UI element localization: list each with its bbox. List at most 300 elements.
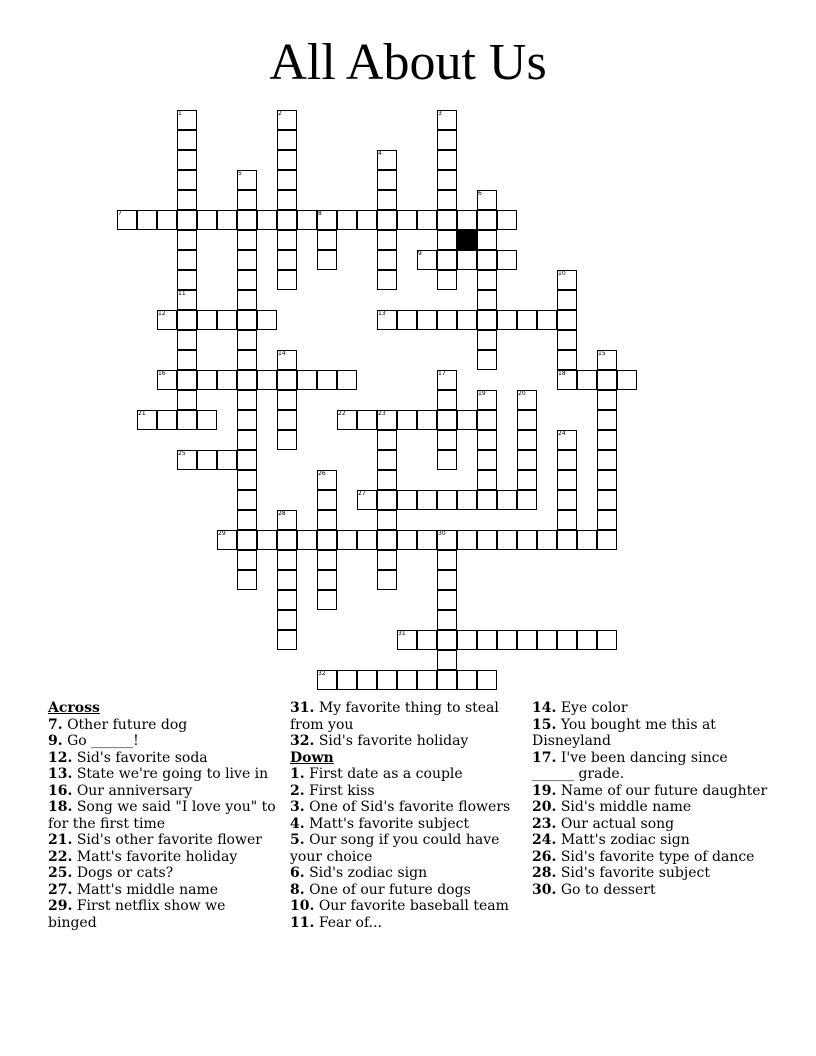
grid-cell[interactable] xyxy=(317,570,337,590)
grid-cell[interactable] xyxy=(437,670,457,690)
grid-cell[interactable] xyxy=(437,150,457,170)
grid-cell[interactable] xyxy=(437,550,457,570)
clue-number: 27 xyxy=(358,490,366,497)
grid-cell[interactable] xyxy=(277,130,297,150)
grid-cell[interactable] xyxy=(497,250,517,270)
grid-cell[interactable] xyxy=(577,630,597,650)
grid-cell[interactable] xyxy=(177,230,197,250)
grid-cell[interactable] xyxy=(477,430,497,450)
grid-cell[interactable] xyxy=(237,330,257,350)
grid-cell[interactable] xyxy=(577,530,597,550)
grid-cell[interactable] xyxy=(217,310,237,330)
grid-cell[interactable] xyxy=(437,270,457,290)
clue-number: 24 xyxy=(558,430,566,437)
clue-number: 7 xyxy=(118,210,122,217)
across-clue xyxy=(48,717,278,734)
clue-text: Fear of... xyxy=(318,914,382,931)
grid-cell[interactable] xyxy=(357,670,377,690)
grid-cell[interactable] xyxy=(557,290,577,310)
grid-cell[interactable] xyxy=(297,530,317,550)
grid-cell[interactable] xyxy=(197,210,217,230)
grid-cell[interactable] xyxy=(357,410,377,430)
grid-cell[interactable] xyxy=(437,170,457,190)
grid-cell[interactable] xyxy=(377,470,397,490)
grid-cell[interactable] xyxy=(437,590,457,610)
grid-cell[interactable] xyxy=(237,310,257,330)
grid-cell[interactable] xyxy=(597,410,617,430)
grid-cell[interactable] xyxy=(177,150,197,170)
grid-cell[interactable] xyxy=(157,210,177,230)
grid-cell[interactable] xyxy=(477,630,497,650)
across-clue xyxy=(48,783,278,800)
grid-cell[interactable] xyxy=(437,450,457,470)
clue-number: 17 xyxy=(438,370,446,377)
grid-cell[interactable] xyxy=(237,450,257,470)
grid-cell[interactable] xyxy=(517,630,537,650)
grid-cell[interactable] xyxy=(477,230,497,250)
clue-column-3 xyxy=(532,700,772,898)
clue-label: 27. xyxy=(48,881,73,898)
grid-cell[interactable] xyxy=(237,250,257,270)
grid-cell[interactable] xyxy=(457,310,477,330)
clue-number: 1 xyxy=(178,110,182,117)
grid-cell[interactable] xyxy=(177,370,197,390)
grid-cell[interactable] xyxy=(417,670,437,690)
grid-cell[interactable] xyxy=(197,410,217,430)
grid-cell[interactable] xyxy=(437,630,457,650)
grid-cell[interactable] xyxy=(177,250,197,270)
grid-cell[interactable] xyxy=(557,310,577,330)
grid-cell[interactable] xyxy=(237,190,257,210)
grid-cell[interactable] xyxy=(617,370,637,390)
grid-cell[interactable] xyxy=(237,430,257,450)
grid-cell[interactable] xyxy=(317,530,337,550)
grid-cell[interactable] xyxy=(177,350,197,370)
clue-column-1 xyxy=(48,700,278,931)
clue-label: 16. xyxy=(48,782,73,799)
grid-cell[interactable] xyxy=(377,190,397,210)
clue-label: 9. xyxy=(48,733,63,749)
grid-cell[interactable] xyxy=(597,430,617,450)
grid-cell[interactable] xyxy=(417,490,437,510)
grid-cell[interactable] xyxy=(397,670,417,690)
grid-cell[interactable] xyxy=(557,350,577,370)
grid-cell[interactable] xyxy=(497,490,517,510)
grid-cell[interactable] xyxy=(477,250,497,270)
grid-cell[interactable] xyxy=(477,350,497,370)
grid-cell[interactable] xyxy=(417,410,437,430)
grid-cell[interactable] xyxy=(237,490,257,510)
grid-cell[interactable] xyxy=(457,490,477,510)
clue-text: Our anniversary xyxy=(76,782,193,799)
grid-cell[interactable] xyxy=(477,490,497,510)
grid-cell[interactable] xyxy=(477,670,497,690)
clue-number: 28 xyxy=(278,510,286,517)
clue-text: Sid's favorite type of dance xyxy=(560,848,755,865)
grid-cell[interactable] xyxy=(377,670,397,690)
grid-cell[interactable] xyxy=(237,390,257,410)
down-clue xyxy=(532,717,772,750)
grid-cell[interactable] xyxy=(337,530,357,550)
down-clue xyxy=(532,750,772,783)
grid-cell[interactable] xyxy=(257,370,277,390)
grid-cell[interactable] xyxy=(397,310,417,330)
grid-cell[interactable] xyxy=(597,470,617,490)
grid-cell[interactable] xyxy=(437,210,457,230)
grid-cell[interactable] xyxy=(197,370,217,390)
grid-cell[interactable] xyxy=(297,210,317,230)
grid-cell[interactable] xyxy=(457,250,477,270)
grid-cell[interactable] xyxy=(377,210,397,230)
grid-cell[interactable] xyxy=(437,310,457,330)
down-clue xyxy=(532,799,772,816)
down-clue xyxy=(532,783,772,800)
grid-cell[interactable] xyxy=(277,210,297,230)
clue-text: Name of our future daughter xyxy=(560,782,768,799)
grid-cell[interactable] xyxy=(137,210,157,230)
grid-cell[interactable] xyxy=(397,490,417,510)
down-clue xyxy=(290,816,520,833)
clue-text: Sid's middle name xyxy=(560,799,692,815)
down-clue xyxy=(290,783,520,800)
grid-cell[interactable] xyxy=(237,530,257,550)
down-clue xyxy=(290,898,520,915)
clue-number: 32 xyxy=(318,670,326,677)
grid-cell[interactable] xyxy=(517,470,537,490)
grid-cell[interactable] xyxy=(477,210,497,230)
grid-cell[interactable] xyxy=(177,270,197,290)
grid-cell[interactable] xyxy=(457,630,477,650)
clue-text: I've been dancing since ______ grade. xyxy=(532,749,728,782)
grid-cell[interactable] xyxy=(597,530,617,550)
clue-label: 17. xyxy=(532,749,557,766)
down-clue xyxy=(532,882,772,899)
grid-cell[interactable] xyxy=(477,310,497,330)
down-clue xyxy=(290,832,520,865)
across-clue xyxy=(48,865,278,882)
grid-cell[interactable] xyxy=(477,410,497,430)
grid-cell[interactable] xyxy=(397,210,417,230)
grid-cell[interactable] xyxy=(337,210,357,230)
grid-cell[interactable] xyxy=(277,610,297,630)
grid-cell[interactable] xyxy=(177,330,197,350)
grid-cell[interactable] xyxy=(237,370,257,390)
clue-text: You bought me this at Disneyland xyxy=(532,716,716,749)
grid-cell[interactable] xyxy=(237,470,257,490)
grid-cell[interactable] xyxy=(237,270,257,290)
grid-cell[interactable] xyxy=(277,430,297,450)
down-clue xyxy=(290,799,520,816)
grid-cell[interactable] xyxy=(177,410,197,430)
across-heading: Across xyxy=(48,700,100,716)
grid-cell[interactable] xyxy=(277,250,297,270)
grid-cell[interactable] xyxy=(357,530,377,550)
grid-cell[interactable] xyxy=(277,390,297,410)
clue-text: Matt's middle name xyxy=(76,881,219,898)
clue-label: 20. xyxy=(532,799,557,815)
clue-label: 32. xyxy=(290,733,315,749)
clue-number: 31 xyxy=(398,630,406,637)
grid-cell[interactable] xyxy=(557,450,577,470)
grid-cell[interactable] xyxy=(437,570,457,590)
down-clue xyxy=(290,882,520,899)
grid-cell[interactable] xyxy=(457,670,477,690)
across-clue xyxy=(290,700,520,733)
grid-cell[interactable] xyxy=(517,490,537,510)
grid-cell[interactable] xyxy=(317,590,337,610)
grid-cell[interactable] xyxy=(277,150,297,170)
clue-label: 13. xyxy=(48,766,73,782)
clue-number: 25 xyxy=(178,450,186,457)
clue-text: State we're going to live in xyxy=(76,766,269,782)
grid-cell[interactable] xyxy=(557,630,577,650)
clue-number: 30 xyxy=(438,530,446,537)
clue-label: 31. xyxy=(290,700,315,716)
clue-label: 4. xyxy=(290,815,305,832)
grid-cell[interactable] xyxy=(317,370,337,390)
grid-cell[interactable] xyxy=(477,330,497,350)
clue-number: 12 xyxy=(158,310,166,317)
clue-text: Other future dog xyxy=(67,716,188,733)
grid-cell[interactable] xyxy=(177,310,197,330)
clue-label: 6. xyxy=(290,865,305,881)
grid-cell[interactable] xyxy=(377,550,397,570)
grid-cell[interactable] xyxy=(177,390,197,410)
grid-cell[interactable] xyxy=(517,530,537,550)
grid-cell[interactable] xyxy=(357,210,377,230)
across-clue xyxy=(290,733,520,750)
grid-cell[interactable] xyxy=(577,370,597,390)
grid-cell[interactable] xyxy=(377,170,397,190)
grid-cell[interactable] xyxy=(537,310,557,330)
grid-cell[interactable] xyxy=(597,370,617,390)
clue-number: 19 xyxy=(478,390,486,397)
clue-label: 10. xyxy=(290,898,315,914)
grid-cell[interactable] xyxy=(277,410,297,430)
clue-text: One of our future dogs xyxy=(309,881,471,898)
grid-cell[interactable] xyxy=(217,210,237,230)
grid-cell[interactable] xyxy=(557,330,577,350)
down-heading: Down xyxy=(290,749,334,766)
grid-cell[interactable] xyxy=(437,130,457,150)
grid-cell[interactable] xyxy=(277,530,297,550)
grid-cell[interactable] xyxy=(537,630,557,650)
grid-cell[interactable] xyxy=(417,310,437,330)
grid-cell[interactable] xyxy=(437,650,457,670)
grid-cell[interactable] xyxy=(237,570,257,590)
grid-cell[interactable] xyxy=(337,370,357,390)
grid-cell[interactable] xyxy=(517,310,537,330)
grid-cell[interactable] xyxy=(237,230,257,250)
grid-cell[interactable] xyxy=(477,290,497,310)
grid-cell[interactable] xyxy=(437,610,457,630)
grid-cell[interactable] xyxy=(557,470,577,490)
grid-cell[interactable] xyxy=(277,630,297,650)
grid-cell[interactable] xyxy=(437,190,457,210)
grid-cell[interactable] xyxy=(397,410,417,430)
clue-label: 28. xyxy=(532,865,557,881)
clue-number: 6 xyxy=(478,190,482,197)
grid-cell[interactable] xyxy=(257,210,277,230)
grid-cell[interactable] xyxy=(437,490,457,510)
grid-cell[interactable] xyxy=(377,510,397,530)
clue-text: Sid's favorite subject xyxy=(560,865,710,881)
grid-cell[interactable] xyxy=(277,550,297,570)
grid-cell[interactable] xyxy=(257,530,277,550)
clue-text: Our actual song xyxy=(560,815,675,832)
grid-cell[interactable] xyxy=(317,230,337,250)
grid-cell[interactable] xyxy=(517,430,537,450)
clue-number: 21 xyxy=(138,410,146,417)
grid-cell[interactable] xyxy=(497,210,517,230)
clue-number: 20 xyxy=(518,390,526,397)
clue-text: My favorite thing to steal from you xyxy=(290,700,499,733)
grid-cell[interactable] xyxy=(597,390,617,410)
grid-cell[interactable] xyxy=(177,170,197,190)
clue-label: 8. xyxy=(290,881,305,898)
clue-text: First kiss xyxy=(309,782,375,799)
grid-cell[interactable] xyxy=(237,350,257,370)
down-clue xyxy=(532,816,772,833)
grid-cell[interactable] xyxy=(377,430,397,450)
grid-cell[interactable] xyxy=(597,630,617,650)
grid-cell[interactable] xyxy=(437,410,457,430)
clue-number: 2 xyxy=(278,110,282,117)
clue-text: Matt's zodiac sign xyxy=(560,832,690,848)
clue-label: 25. xyxy=(48,865,73,881)
grid-cell[interactable] xyxy=(517,450,537,470)
grid-cell[interactable] xyxy=(177,130,197,150)
clue-number: 3 xyxy=(438,110,442,117)
clue-label: 21. xyxy=(48,832,73,848)
clue-number: 26 xyxy=(318,470,326,477)
clue-label: 2. xyxy=(290,782,305,799)
grid-cell[interactable] xyxy=(237,290,257,310)
grid-cell[interactable] xyxy=(157,410,177,430)
clue-text: Go to dessert xyxy=(560,881,656,898)
clue-label: 22. xyxy=(48,848,73,865)
grid-cell[interactable] xyxy=(417,530,437,550)
across-clue xyxy=(48,750,278,767)
grid-cell[interactable] xyxy=(377,250,397,270)
grid-cell[interactable] xyxy=(197,310,217,330)
grid-cell[interactable] xyxy=(377,270,397,290)
grid-cell[interactable] xyxy=(317,490,337,510)
grid-cell[interactable] xyxy=(477,270,497,290)
grid-cell[interactable] xyxy=(477,470,497,490)
down-clue xyxy=(290,766,520,783)
grid-cell[interactable] xyxy=(217,370,237,390)
clue-label: 5. xyxy=(290,832,305,848)
grid-cell[interactable] xyxy=(317,550,337,570)
grid-cell[interactable] xyxy=(217,450,237,470)
grid-cell[interactable] xyxy=(277,190,297,210)
clue-label: 18. xyxy=(48,799,73,815)
grid-cell[interactable] xyxy=(557,510,577,530)
clue-text: Sid's favorite soda xyxy=(76,749,208,766)
clue-label: 1. xyxy=(290,766,305,782)
grid-cell[interactable] xyxy=(457,410,477,430)
grid-cell[interactable] xyxy=(237,510,257,530)
grid-cell[interactable] xyxy=(277,370,297,390)
grid-cell[interactable] xyxy=(477,450,497,470)
clue-text: Matt's favorite holiday xyxy=(76,848,238,865)
grid-cell[interactable] xyxy=(377,570,397,590)
grid-cell[interactable] xyxy=(437,230,457,250)
clue-label: 23. xyxy=(532,815,557,832)
down-clue xyxy=(532,865,772,882)
clue-text: Matt's favorite subject xyxy=(309,815,470,832)
grid-cell[interactable] xyxy=(277,570,297,590)
clue-number: 14 xyxy=(278,350,286,357)
grid-cell[interactable] xyxy=(317,250,337,270)
grid-cell[interactable] xyxy=(457,210,477,230)
clue-column-2 xyxy=(290,700,520,931)
clue-text: Go ______! xyxy=(67,733,139,749)
grid-cell[interactable] xyxy=(277,270,297,290)
grid-cell[interactable] xyxy=(457,530,477,550)
grid-cell[interactable] xyxy=(277,230,297,250)
clue-label: 11. xyxy=(290,914,315,931)
clue-number: 11 xyxy=(178,290,186,297)
grid-cell[interactable] xyxy=(417,210,437,230)
grid-cell[interactable] xyxy=(397,530,417,550)
grid-cell[interactable] xyxy=(317,510,337,530)
grid-cell[interactable] xyxy=(377,490,397,510)
grid-cell[interactable] xyxy=(237,410,257,430)
across-clue xyxy=(48,832,278,849)
across-clue xyxy=(48,733,278,750)
grid-cell[interactable] xyxy=(537,530,557,550)
grid-cell[interactable] xyxy=(597,450,617,470)
grid-cell[interactable] xyxy=(557,530,577,550)
grid-cell[interactable] xyxy=(557,490,577,510)
down-clue xyxy=(532,832,772,849)
clue-number: 22 xyxy=(338,410,346,417)
grid-cell[interactable] xyxy=(597,490,617,510)
grid-cell[interactable] xyxy=(337,670,357,690)
grid-cell[interactable] xyxy=(517,410,537,430)
grid-cell[interactable] xyxy=(497,530,517,550)
grid-cell[interactable] xyxy=(437,390,457,410)
grid-cell[interactable] xyxy=(237,210,257,230)
grid-cell[interactable] xyxy=(437,430,457,450)
grid-cell[interactable] xyxy=(177,210,197,230)
across-clue xyxy=(48,799,278,832)
grid-cell[interactable] xyxy=(497,630,517,650)
clue-label: 29. xyxy=(48,898,73,914)
grid-cell[interactable] xyxy=(277,590,297,610)
grid-cell[interactable] xyxy=(377,450,397,470)
grid-cell[interactable] xyxy=(237,550,257,570)
grid-cell[interactable] xyxy=(177,190,197,210)
grid-cell[interactable] xyxy=(197,450,217,470)
grid-cell[interactable] xyxy=(297,370,317,390)
grid-cell[interactable] xyxy=(437,250,457,270)
down-clue xyxy=(290,915,520,932)
clue-label: 15. xyxy=(532,716,557,733)
grid-cell[interactable] xyxy=(377,230,397,250)
clue-label: 19. xyxy=(532,782,557,799)
grid-cell[interactable] xyxy=(377,530,397,550)
clue-label: 26. xyxy=(532,848,557,865)
grid-cell[interactable] xyxy=(477,530,497,550)
grid-cell[interactable] xyxy=(257,310,277,330)
grid-cell[interactable] xyxy=(417,630,437,650)
grid-cell[interactable] xyxy=(497,310,517,330)
grid-cell[interactable] xyxy=(597,510,617,530)
grid-cell[interactable] xyxy=(277,170,297,190)
